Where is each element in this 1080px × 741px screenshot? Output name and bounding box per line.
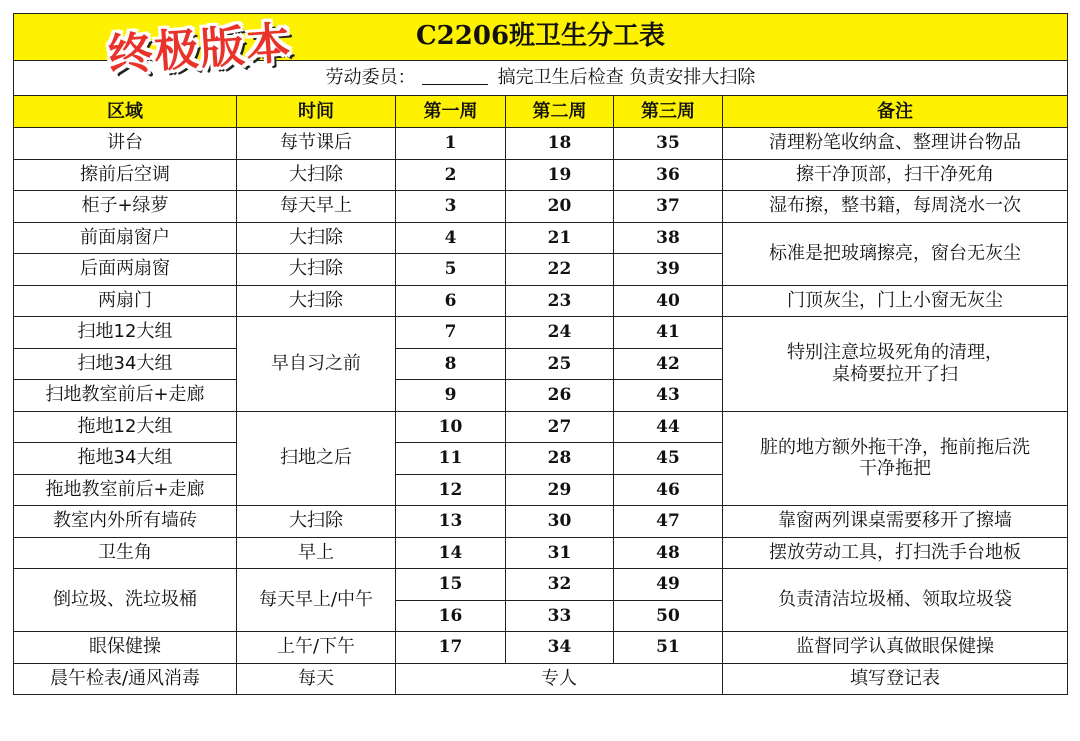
note-line: 脏的地方额外拖干净，拖前拖后洗 (760, 436, 1031, 458)
header-area: 区域 (14, 96, 237, 128)
week3-cell: 51 (614, 632, 723, 664)
time-cell: 大扫除 (237, 222, 396, 254)
note-cell: 填写登记表 (723, 663, 1068, 695)
week1-cell: 3 (396, 191, 506, 223)
week1-cell: 12 (396, 474, 506, 506)
week2-cell: 30 (506, 506, 614, 538)
time-cell: 上午/下午 (237, 632, 396, 664)
week2-cell: 22 (506, 254, 614, 286)
week3-cell: 42 (614, 348, 723, 380)
week3-cell: 44 (614, 411, 723, 443)
week2-cell: 29 (506, 474, 614, 506)
area-cell: 擦前后空调 (14, 159, 237, 191)
committee-duty: 搞完卫生后检查 负责安排大扫除 (497, 67, 756, 89)
week3-cell: 36 (614, 159, 723, 191)
week1-cell: 17 (396, 632, 506, 664)
area-cell: 扫地12大组 (14, 317, 237, 349)
week3-cell: 50 (614, 600, 723, 632)
week2-cell: 19 (506, 159, 614, 191)
week2-cell: 25 (506, 348, 614, 380)
area-cell: 眼保健操 (14, 632, 237, 664)
week3-cell: 38 (614, 222, 723, 254)
week1-cell: 7 (396, 317, 506, 349)
note-cell: 门顶灰尘，门上小窗无灰尘 (723, 285, 1068, 317)
week2-cell: 28 (506, 443, 614, 475)
area-cell: 拖地教室前后+走廊 (14, 474, 237, 506)
version-stamp: 终极版本 (106, 17, 294, 82)
time-cell: 大扫除 (237, 159, 396, 191)
note-cell: 监督同学认真做眼保健操 (723, 632, 1068, 664)
week3-cell: 43 (614, 380, 723, 412)
duty-roster (13, 13, 1067, 695)
table-row (14, 191, 1068, 223)
area-cell: 后面两扇窗 (14, 254, 237, 286)
table-row (14, 569, 1068, 601)
header-week1: 第一周 (396, 96, 506, 128)
table-row (14, 632, 1068, 664)
week3-cell: 37 (614, 191, 723, 223)
committee-blank (422, 84, 488, 85)
table-row (14, 159, 1068, 191)
week2-cell: 27 (506, 411, 614, 443)
time-cell: 大扫除 (237, 285, 396, 317)
time-cell: 每天早上 (237, 191, 396, 223)
note-cell (723, 411, 1068, 506)
assignee-cell: 专人 (396, 663, 723, 695)
time-cell: 大扫除 (237, 254, 396, 286)
week3-cell: 39 (614, 254, 723, 286)
week3-cell: 45 (614, 443, 723, 475)
note-cell: 负责清洁垃圾桶、领取垃圾袋 (723, 569, 1068, 632)
committee-label: 劳动委员： (325, 67, 416, 89)
area-cell: 两扇门 (14, 285, 237, 317)
week1-cell: 15 (396, 569, 506, 601)
week2-cell: 18 (506, 128, 614, 160)
area-cell: 前面扇窗户 (14, 222, 237, 254)
table-row (14, 411, 1068, 443)
header-note: 备注 (723, 96, 1068, 128)
time-cell: 早上 (237, 537, 396, 569)
week1-cell: 10 (396, 411, 506, 443)
table-row (14, 222, 1068, 254)
week2-cell: 33 (506, 600, 614, 632)
area-cell: 倒垃圾、洗垃圾桶 (14, 569, 237, 632)
week1-cell: 4 (396, 222, 506, 254)
table-row (14, 317, 1068, 349)
week3-cell: 48 (614, 537, 723, 569)
time-cell: 大扫除 (237, 506, 396, 538)
header-week2: 第二周 (506, 96, 614, 128)
note-cell: 摆放劳动工具，打扫洗手台地板 (723, 537, 1068, 569)
week1-cell: 2 (396, 159, 506, 191)
week1-cell: 1 (396, 128, 506, 160)
area-cell: 扫地教室前后+走廊 (14, 380, 237, 412)
area-cell: 晨午检表/通风消毒 (14, 663, 237, 695)
note-cell: 靠窗两列课桌需要移开了擦墙 (723, 506, 1068, 538)
table-row (14, 663, 1068, 695)
table-row (14, 506, 1068, 538)
area-cell: 教室内外所有墙砖 (14, 506, 237, 538)
time-cell: 扫地之后 (237, 411, 396, 506)
time-cell: 每天早上/中午 (237, 569, 396, 632)
week2-cell: 20 (506, 191, 614, 223)
week2-cell: 24 (506, 317, 614, 349)
week3-cell: 46 (614, 474, 723, 506)
week3-cell: 35 (614, 128, 723, 160)
table-row (14, 128, 1068, 160)
week1-cell: 13 (396, 506, 506, 538)
area-cell: 讲台 (14, 128, 237, 160)
note-line: 桌椅要拉开了扫 (832, 363, 959, 385)
table-row (14, 285, 1068, 317)
note-line: 干净拖把 (859, 458, 932, 480)
week2-cell: 26 (506, 380, 614, 412)
area-cell: 扫地34大组 (14, 348, 237, 380)
week1-cell: 6 (396, 285, 506, 317)
note-cell: 湿布擦，整书籍，每周浇水一次 (723, 191, 1068, 223)
note-cell (723, 317, 1068, 412)
week2-cell: 21 (506, 222, 614, 254)
week1-cell: 5 (396, 254, 506, 286)
note-cell: 标准是把玻璃擦亮，窗台无灰尘 (723, 222, 1068, 285)
week1-cell: 9 (396, 380, 506, 412)
week1-cell: 16 (396, 600, 506, 632)
week1-cell: 14 (396, 537, 506, 569)
header-row (14, 96, 1068, 128)
week3-cell: 47 (614, 506, 723, 538)
week3-cell: 40 (614, 285, 723, 317)
note-cell: 清理粉笔收纳盒、整理讲台物品 (723, 128, 1068, 160)
table-title: C2206班卫生分工表 (14, 14, 1068, 61)
week2-cell: 31 (506, 537, 614, 569)
roster-table (13, 13, 1068, 695)
note-line: 特别注意垃圾死角的清理， (787, 342, 1004, 364)
week2-cell: 32 (506, 569, 614, 601)
time-cell: 每天 (237, 663, 396, 695)
time-cell: 早自习之前 (237, 317, 396, 412)
area-cell: 柜子+绿萝 (14, 191, 237, 223)
week3-cell: 41 (614, 317, 723, 349)
header-week3: 第三周 (614, 96, 723, 128)
week2-cell: 23 (506, 285, 614, 317)
area-cell: 拖地12大组 (14, 411, 237, 443)
area-cell: 卫生角 (14, 537, 237, 569)
week3-cell: 49 (614, 569, 723, 601)
area-cell: 拖地34大组 (14, 443, 237, 475)
table-row (14, 537, 1068, 569)
week1-cell: 8 (396, 348, 506, 380)
week2-cell: 34 (506, 632, 614, 664)
time-cell: 每节课后 (237, 128, 396, 160)
header-time: 时间 (237, 96, 396, 128)
week1-cell: 11 (396, 443, 506, 475)
note-cell: 擦干净顶部，扫干净死角 (723, 159, 1068, 191)
